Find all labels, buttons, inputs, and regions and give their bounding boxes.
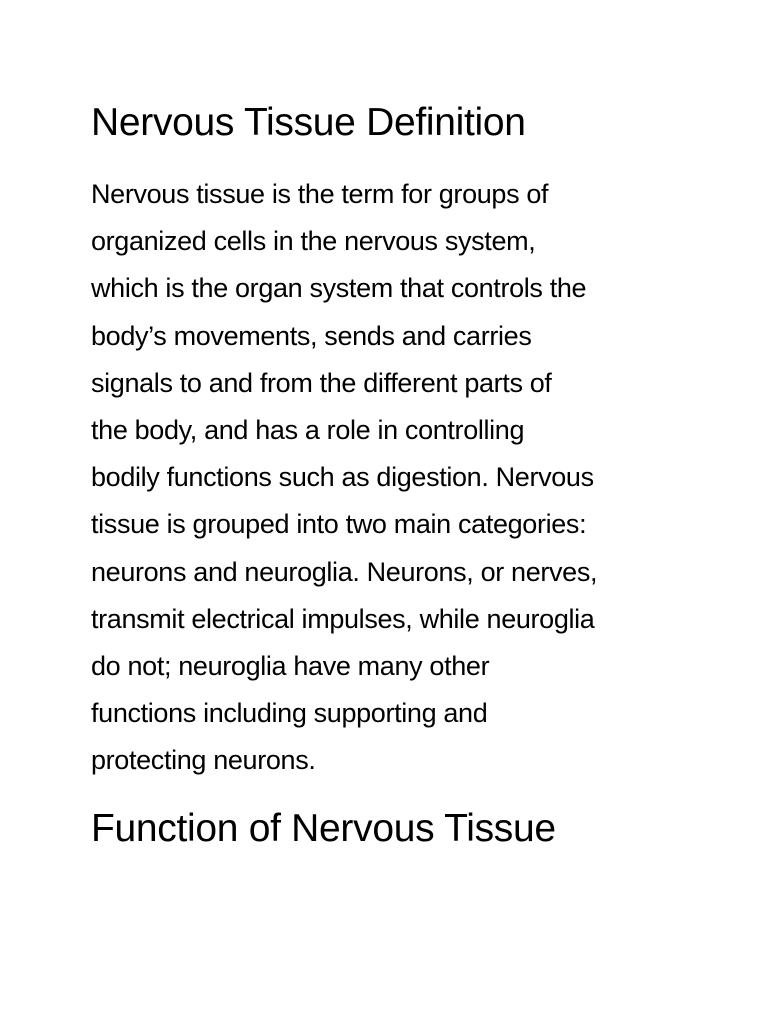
paragraph-line: the body, and has a role in controlling (91, 415, 525, 446)
definition-paragraph (91, 171, 691, 785)
paragraph-line: transmit electrical impulses, while neuroglia (91, 603, 595, 634)
paragraph-line: bodily functions such as digestion. Nervous (91, 462, 594, 493)
paragraph-line: do not; neuroglia have many other (91, 651, 490, 682)
paragraph-line: tissue is grouped into two main categories: (91, 509, 587, 540)
paragraph-line: functions including supporting and (91, 698, 488, 729)
paragraph-line: neurons and neuroglia. Neurons, or nerves, (91, 556, 598, 587)
section-heading-function: Function of Nervous Tissue (91, 807, 556, 850)
paragraph-line: organized cells in the nervous system, (91, 226, 536, 257)
paragraph-line: protecting neurons. (91, 745, 316, 776)
paragraph-line: Nervous tissue is the term for groups of (91, 179, 549, 209)
paragraph-line: body’s movements, sends and carries (91, 320, 532, 351)
paragraph-line: which is the organ system that controls the (91, 273, 587, 304)
paragraph-line: signals to and from the different parts of (91, 367, 552, 398)
section-heading-definition: Nervous Tissue Definition (91, 101, 526, 144)
